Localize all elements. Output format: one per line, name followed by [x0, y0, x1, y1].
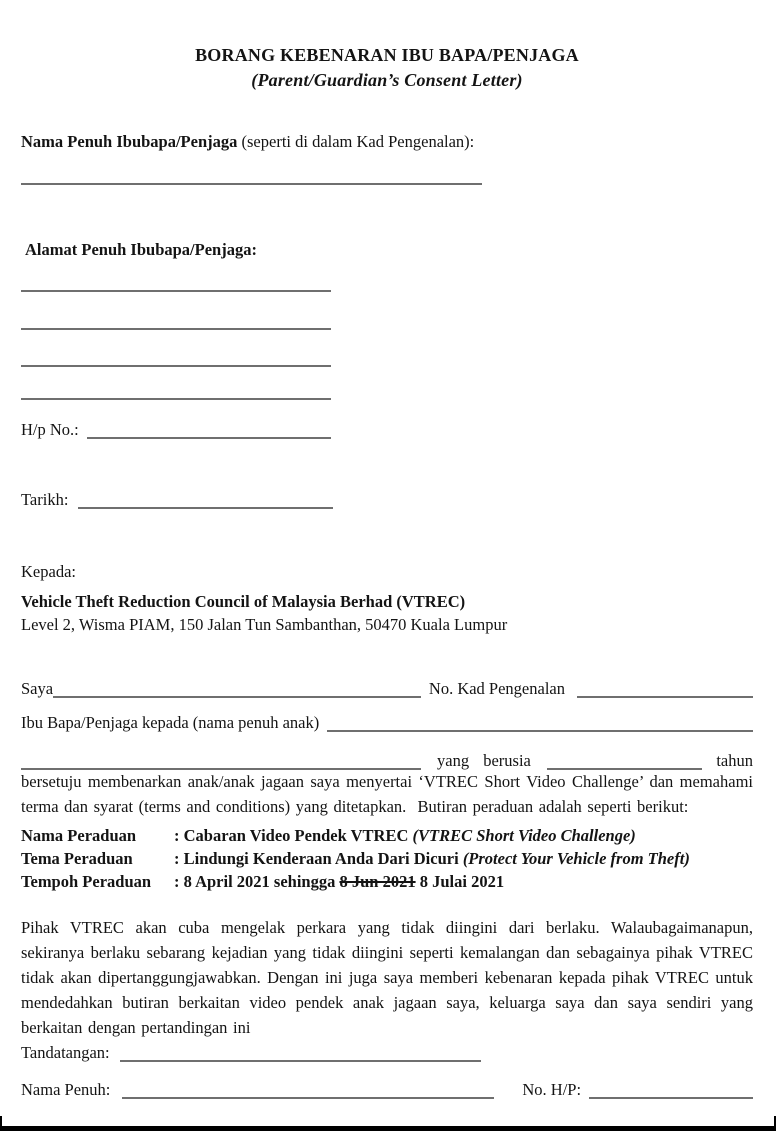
contest-name-row — [21, 824, 753, 847]
child-name-label: Ibu Bapa/Penjaga kepada (nama penuh anak) — [21, 713, 320, 732]
signature-fill-line — [120, 1060, 481, 1062]
recipient-address: Level 2, Wisma PIAM, 150 Jalan Tun Sambanthan, 50470 Kuala Lumpur — [21, 615, 508, 634]
parent-name-label — [21, 131, 753, 153]
signature-row — [21, 1042, 481, 1064]
contest-period-row — [21, 870, 753, 893]
age-phrase: yang berusia — [437, 751, 531, 770]
hp-row — [21, 419, 331, 441]
consent-paragraph: bersetuju membenarkan anak/anak jagaan saya menyertai ‘VTREC Short Video Challenge’ dan memahami terma dan syarat (terms and conditions) yang ditetapkan. Butiran peraduan adalah seperti berikut: — [21, 772, 759, 816]
signature-label: Tandatangan: — [21, 1043, 110, 1062]
child-name-fill-line — [327, 730, 753, 732]
contest-period-struck-date: 8 Jun 2021 — [339, 872, 416, 891]
parent-name-fill-line — [21, 183, 482, 185]
fullname-fill-line — [122, 1097, 494, 1099]
form-title: BORANG KEBENARAN IBU BAPA/PENJAGA — [195, 45, 579, 65]
form-subtitle: (Parent/Guardian’s Consent Letter) — [251, 70, 523, 90]
declarant-row — [21, 678, 753, 700]
fullname-label: Nama Penuh: — [21, 1080, 111, 1099]
address-fill-line-1 — [21, 290, 331, 292]
address-fill-line-4 — [21, 398, 331, 400]
to-label: Kepada: — [21, 562, 76, 581]
contest-theme-row — [21, 847, 753, 870]
child-name-row — [21, 712, 753, 734]
address-fill-line-3 — [21, 365, 331, 367]
page-bottom-border — [0, 1126, 776, 1131]
contest-period-prefix: : 8 April 2021 sehingga — [174, 872, 340, 891]
contest-period-value — [174, 870, 504, 893]
parent-name-label-bold: Nama Penuh Ibubapa/Penjaga — [21, 132, 238, 151]
contest-theme-label: Tema Peraduan — [21, 849, 133, 868]
recipient-org: Vehicle Theft Reduction Council of Malaysia Berhad (VTREC) — [21, 592, 466, 611]
contest-theme-value-italic: (Protect Your Vehicle from Theft) — [462, 849, 690, 868]
parent-name-label-rest: (seperti di dalam Kad Pengenalan): — [237, 132, 475, 151]
contest-name-value-italic: (VTREC Short Video Challenge) — [412, 826, 636, 845]
age-unit-label: tahun — [716, 751, 753, 770]
contest-name-value — [174, 824, 636, 847]
contest-name-value-main: : Cabaran Video Pendek VTREC — [174, 826, 413, 845]
address-label: Alamat Penuh Ibubapa/Penjaga: — [25, 240, 257, 259]
saya-label: Saya — [21, 679, 54, 698]
fullname-row — [21, 1079, 753, 1101]
contest-details — [21, 824, 753, 893]
ic-fill-line — [577, 696, 753, 698]
contest-period-corrected-date: 8 Julai 2021 — [415, 872, 505, 891]
hp-fill-line — [87, 437, 331, 439]
contest-theme-value-main: : Lindungi Kenderaan Anda Dari Dicuri — [174, 849, 463, 868]
ic-label: No. Kad Pengenalan — [428, 679, 565, 698]
hp2-fill-line — [589, 1097, 753, 1099]
date-fill-line — [78, 507, 333, 509]
date-row — [21, 489, 333, 511]
declarant-name-fill-line — [53, 696, 421, 698]
contest-theme-value — [174, 847, 690, 870]
disclaimer-paragraph: Pihak VTREC akan cuba mengelak perkara yang tidak diingini dari berlaku. Walaubagaimanapun, sekiranya berlaku sebarang kejadian yang tidak diingini seperti kemalangan dan sebagainya pihak VTREC tidak akan dipertanggungjawabkan. Dengan ini juga saya memberi kebenaran kepada pihak VTREC untuk mendedahkan butiran berkaitan video pendek anak jagaan saya, keluarga saya dan saya sendiri yang berkaitan dengan pertandingan ini — [21, 918, 759, 1037]
hp-label: H/p No.: — [21, 420, 79, 439]
contest-name-label: Nama Peraduan — [21, 826, 137, 845]
address-fill-line-2 — [21, 328, 331, 330]
date-label: Tarikh: — [21, 490, 69, 509]
hp2-label: No. H/P: — [522, 1080, 582, 1099]
contest-period-label: Tempoh Peraduan — [21, 872, 152, 891]
